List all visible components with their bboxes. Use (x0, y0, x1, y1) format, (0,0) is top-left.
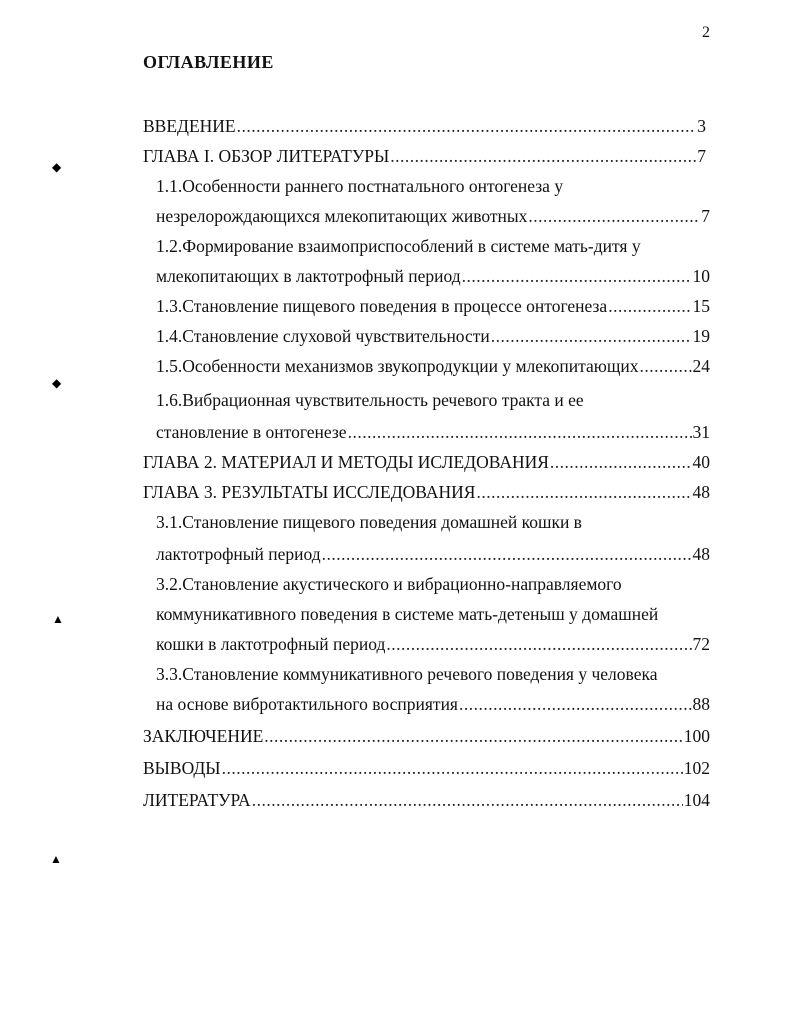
entry-label: кошки в лактотрофный период (156, 634, 386, 654)
entry-number: 3.2. (156, 574, 183, 594)
toc-entry-1-2-line1[interactable] (156, 234, 706, 258)
dot-leader (491, 324, 692, 348)
entry-number: 3.1. (156, 512, 183, 532)
entry-page: 10 (692, 266, 710, 286)
dot-leader (222, 756, 683, 780)
entry-text: Формирование взаимоприспособлений в системе мать-дитя у (182, 236, 641, 256)
entry-page: 3 (697, 116, 706, 136)
entry-number: 1.2. (156, 236, 183, 256)
entry-label: Становление слуховой чувствительности (182, 326, 490, 346)
toc-entry-3-3[interactable] (156, 692, 710, 716)
entry-text: Становление пищевого поведения домашней кошки в (182, 512, 582, 532)
toc-entry-references[interactable] (143, 788, 710, 812)
dot-leader (459, 692, 692, 716)
toc-entry-chapter-3[interactable] (143, 480, 710, 504)
entry-label: млекопитающих в лактотрофный период (156, 266, 461, 286)
toc-entry-1-6-line1[interactable] (156, 388, 706, 412)
dot-leader (264, 724, 682, 748)
entry-label: Особенности механизмов звукопродукции у млекопитающих (182, 356, 639, 376)
entry-label: незрелорождающихся млекопитающих животных (156, 206, 528, 226)
toc-entry-conclusion[interactable] (143, 724, 710, 748)
toc-entry-1-5[interactable] (156, 354, 710, 378)
toc-entry-1-6[interactable] (156, 420, 710, 444)
entry-label: ГЛАВА 2. МАТЕРИАЛ И МЕТОДЫ ИСЛЕДОВАНИЯ (143, 452, 549, 472)
page-number: 2 (702, 24, 710, 41)
entry-page: 19 (692, 326, 710, 346)
dot-leader (322, 542, 692, 566)
dot-leader (348, 420, 692, 444)
toc-entry-3-2-line1[interactable] (156, 572, 706, 596)
entry-page: 15 (692, 296, 710, 316)
dot-leader (462, 264, 692, 288)
entry-label: ВЫВОДЫ (143, 758, 221, 778)
toc-entry-3-1-line1[interactable] (156, 510, 706, 534)
entry-text: Вибрационная чувствительность речевого тракта и ее (182, 390, 584, 410)
toc-entry-chapter-2[interactable] (143, 450, 710, 474)
dot-leader (386, 632, 691, 656)
dot-leader (252, 788, 683, 812)
toc-entry-3-2-line2[interactable] (156, 602, 706, 626)
scan-mark: ◆ (52, 160, 62, 174)
entry-page: 7 (697, 146, 706, 166)
toc-entry-3-3-line1[interactable] (156, 662, 710, 686)
entry-page: 102 (683, 758, 710, 778)
entry-page: 72 (692, 634, 710, 654)
toc-entry-3-1[interactable] (156, 542, 710, 566)
dot-leader (390, 144, 696, 168)
entry-number: 1.1. (156, 176, 183, 196)
entry-label: на основе вибротактильного восприятия (156, 694, 458, 714)
entry-text: Становление акустического и вибрационно-направляемого (182, 574, 622, 594)
toc-title: ОГЛАВЛЕНИЕ (143, 52, 274, 72)
entry-number: 1.4. (156, 326, 183, 346)
dot-leader (608, 294, 691, 318)
toc-entry-1-1-line1[interactable] (156, 174, 706, 198)
entry-text: Особенности раннего постнатального онтогенеза у (182, 176, 564, 196)
dot-leader (237, 114, 697, 138)
toc-entry-1-2[interactable] (156, 264, 710, 288)
entry-label: лактотрофный период (156, 544, 321, 564)
entry-page: 104 (683, 790, 710, 810)
entry-label: ЗАКЛЮЧЕНИЕ (143, 726, 264, 746)
entry-page: 48 (692, 482, 710, 502)
entry-page: 24 (692, 356, 710, 376)
scan-mark: ▲ (52, 612, 64, 626)
toc-entry-3-2[interactable] (156, 632, 710, 656)
entry-text: коммуникативного поведения в системе мать-детеныш у домашней (156, 604, 659, 624)
toc-entry-1-4[interactable] (156, 324, 710, 348)
entry-label: ЛИТЕРАТУРА (143, 790, 251, 810)
entry-number: 3.3. (156, 664, 183, 684)
entry-label: ГЛАВА 3. РЕЗУЛЬТАТЫ ИССЛЕДОВАНИЯ (143, 482, 476, 502)
dot-leader (528, 204, 700, 228)
entry-label: Становление пищевого поведения в процессе онтогенеза (182, 296, 608, 316)
dot-leader (639, 354, 691, 378)
entry-page: 88 (692, 694, 710, 714)
entry-text: Становление коммуникативного речевого поведения у человека (182, 664, 658, 684)
dot-leader (550, 450, 692, 474)
entry-number: 1.5. (156, 356, 183, 376)
entry-number: 1.6. (156, 390, 183, 410)
entry-label: ГЛАВА I. ОБЗОР ЛИТЕРАТУРЫ (143, 146, 390, 166)
toc-entry-introduction[interactable] (143, 114, 706, 138)
entry-page: 7 (701, 206, 710, 226)
entry-label: ВВЕДЕНИЕ (143, 116, 236, 136)
toc-entry-chapter-1[interactable] (143, 144, 706, 168)
dot-leader (476, 480, 691, 504)
toc-entry-1-3[interactable] (156, 294, 710, 318)
toc-entry-findings[interactable] (143, 756, 710, 780)
scan-mark: ▲ (50, 852, 62, 866)
toc-entry-1-1[interactable] (156, 204, 710, 228)
entry-page: 48 (692, 544, 710, 564)
scan-mark: ◆ (52, 376, 62, 390)
entry-page: 40 (692, 452, 710, 472)
entry-number: 1.3. (156, 296, 183, 316)
entry-page: 31 (692, 422, 710, 442)
entry-label: становление в онтогенезе (156, 422, 347, 442)
entry-page: 100 (683, 726, 710, 746)
